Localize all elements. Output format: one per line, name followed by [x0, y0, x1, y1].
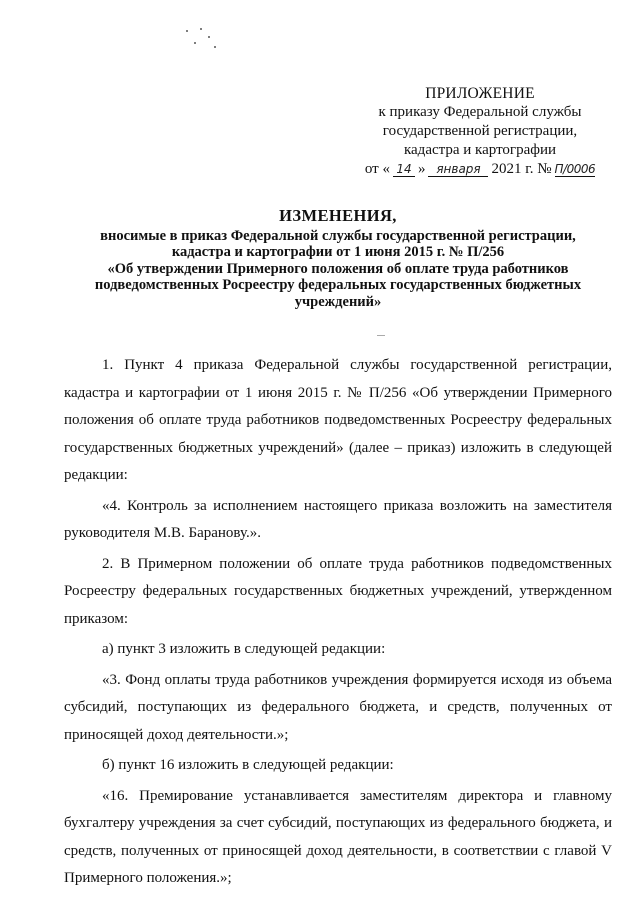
annex-date-line: [360, 160, 600, 179]
handwritten-month: января: [428, 162, 488, 177]
heading-separator: [377, 335, 385, 336]
scan-specks: [180, 26, 230, 56]
paragraph-5: «3. Фонд оплаты труда работников учреждения формируется исходя из объема субсидий, поступающих из федерального бюджета, и средств, полученных от приносящей доход деятельности.»;: [64, 671, 612, 743]
annex-line-2: государственной регистрации,: [382, 123, 578, 139]
paragraph-7: «16. Премирование устанавливается заместителям директора и главному бухгалтеру учреждения за счет субсидий, поступающих из федерального бюджета, и средств, полученных от приносящей доход деятельности, в соответствии с главой V Примерного положения.»;: [64, 787, 612, 886]
annex-line-1: к приказу Федеральной службы: [378, 104, 582, 120]
date-mid: »: [417, 161, 426, 177]
heading-line-4: подведомственных Росреестру федеральных государственных бюджетных: [94, 277, 582, 293]
date-prefix: от «: [364, 161, 390, 177]
heading-title: ИЗМЕНЕНИЯ,: [279, 206, 397, 225]
heading-line-3: «Об утверждении Примерного положения об оплате труда работников: [107, 260, 569, 277]
heading-line-5: учреждений»: [294, 293, 382, 310]
annex-line-3: кадастра и картографии: [403, 142, 557, 158]
handwritten-order-number: П/0006: [554, 162, 596, 176]
paragraph-1: 1. Пункт 4 приказа Федеральной службы государственной регистрации, кадастра и картографии от 1 июня 2015 г. № П/256 «Об утверждении Примерного положения об оплате труда работников подведомственных Росреестру федеральных государственных бюджетных учреждений» (далее – приказ) изложить в следующей редакции:: [64, 357, 612, 483]
document-heading: [66, 208, 610, 310]
handwritten-day: 14: [393, 162, 415, 177]
heading-line-2: кадастра и картографии от 1 июня 2015 г. № П/256: [171, 244, 505, 260]
paragraph-6: б) пункт 16 изложить в следующей редакции:: [102, 757, 394, 773]
paragraph-2: «4. Контроль за исполнением настоящего приказа возложить на заместителя руководителя М.В. Баранову.».: [64, 497, 612, 541]
document-body: [64, 352, 612, 896]
date-year: 2021 г. №: [491, 161, 552, 177]
paragraph-3: 2. В Примерном положении об оплате труда работников подведомственных Росреестру федеральных государственных бюджетных учреждений, утвержденном приказом:: [64, 555, 612, 627]
paragraph-4: а) пункт 3 изложить в следующей редакции:: [102, 641, 386, 657]
annex-title: ПРИЛОЖЕНИЕ: [425, 85, 535, 102]
heading-line-1: вносимые в приказ Федеральной службы государственной регистрации,: [100, 227, 576, 244]
annex-block: [360, 84, 600, 179]
